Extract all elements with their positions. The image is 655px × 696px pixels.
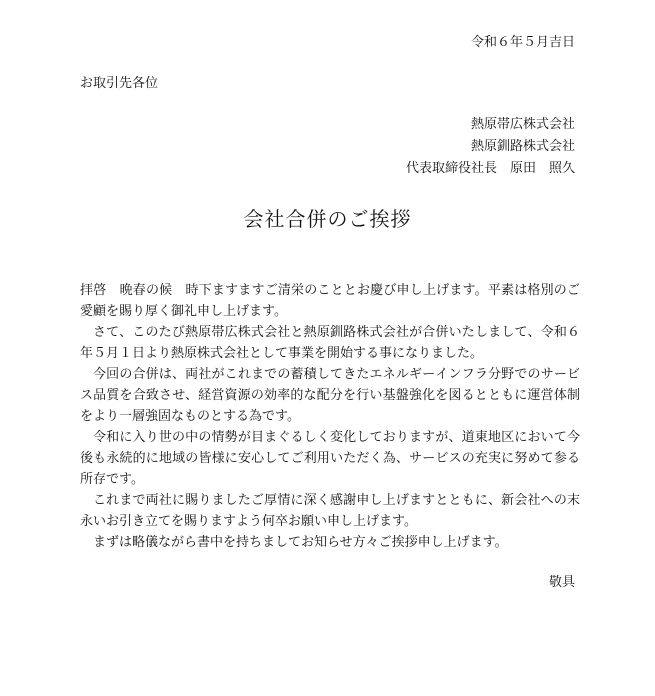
paragraph-merger-announcement: さて、このたび熱原帯広株式会社と熱原釧路株式会社が合併いたしまして、令和６年５月１日より熱原株式会社として事業を開始する事になりました。 — [80, 325, 580, 361]
letter-body — [80, 280, 580, 553]
paragraph-conclusion: まずは略儀ながら書中を持ちましてお知らせ方々ご挨拶申し上げます。 — [93, 535, 508, 550]
recipient: お取引先各位 — [80, 76, 159, 91]
paragraph-gratitude: これまで両社に賜りましたご厚情に深く感謝申し上げますとともに、新会社への末永いお引き立てを賜りますよう何卒お願い申し上げます。 — [80, 493, 580, 529]
sender-company-2: 熱原釧路株式会社 — [470, 139, 575, 154]
paragraph-merger-purpose: 今回の合併は、両社がこれまでの蓄積してきたエネルギーインフラ分野でのサービス品質を合致させ、経営資源の効率的な配分を行い基盤強化を図るとともに運営体制をより一層強固なものとする為です。 — [80, 367, 580, 424]
closing-word: 敬具 — [548, 575, 575, 590]
letter-date: 令和６年５月吉日 — [470, 35, 575, 50]
letter-title: 会社合併のご挨拶 — [243, 207, 412, 231]
sender-company-1: 熱原帯広株式会社 — [470, 117, 575, 132]
paragraph-greeting: 拝啓 晩春の候 時下ますますご清栄のこととお慶び申し上げます。平素は格別のご愛顧を賜り厚く御礼申し上げます。 — [80, 283, 580, 319]
paragraph-commitment: 令和に入り世の中の情勢が目まぐるしく変化しておりますが、道東地区において今後も永続的に地域の皆様に安心してご利用いただく為、サービスの充実に努めて参る所存です。 — [80, 430, 580, 487]
sender-representative: 代表取締役社長 原田 照久 — [405, 161, 575, 176]
